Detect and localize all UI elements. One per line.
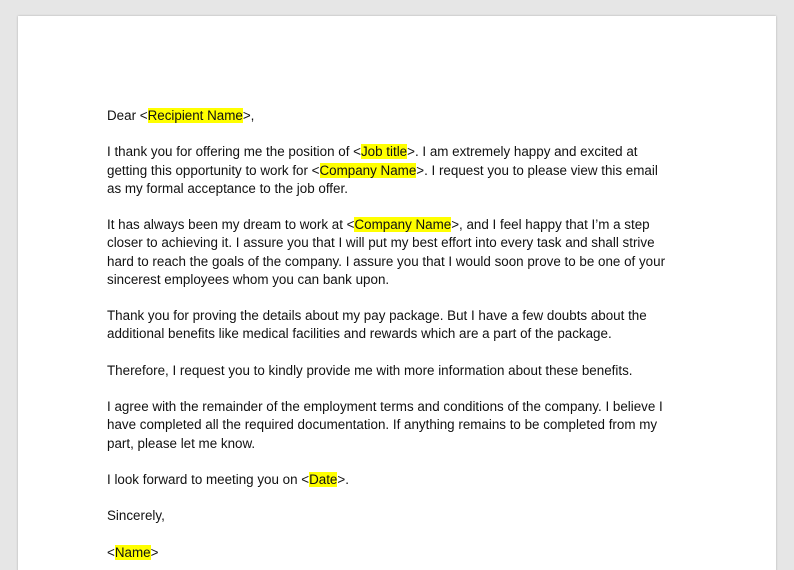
paragraph-line: Therefore, I request you to kindly provide me with more information about these benefits. [107,362,633,378]
paragraph-line: Thank you for proving the details about my pay package. But I have a few doubts about the [107,308,647,324]
paragraph-request-info [107,362,697,380]
text-run: < [107,544,115,560]
text-run: > [150,544,159,560]
paragraph-line [107,143,697,161]
text-run: >. I am extremely happy and excited at [407,144,638,160]
paragraph-line: have completed all the required documentation. If anything remains to be completed from my [107,417,658,433]
company-name-placeholder: Company Name [354,217,452,233]
paragraph-line: sincerest employees whom you can bank upon. [107,271,390,287]
paragraph-line: I agree with the remainder of the employment terms and conditions of the company. I believe I [107,399,663,415]
text-run: I thank you for offering me the position of < [107,144,361,160]
paragraph-line: as my formal acceptance to the job offer. [107,180,348,196]
signature [107,544,697,562]
text-run: >. I request you to please view this email [416,162,658,178]
text-run: >. [337,471,349,487]
company-name-placeholder: Company Name [319,162,417,178]
document-page[interactable] [18,16,776,570]
paragraph-line [107,216,697,234]
paragraph-line [107,162,697,180]
paragraph-line: additional benefits like medical facilities and rewards which are a part of the package. [107,326,612,342]
date-placeholder: Date [309,471,338,487]
greeting [107,107,697,125]
greeting-suffix: >, [242,108,255,123]
paragraph-dream [107,216,697,289]
paragraph-job-acceptance [107,143,697,198]
paragraph-line: closer to achieving it. I assure you that I will put my best effort into every task and shall strive [107,235,655,251]
paragraph-pay-package [107,307,697,343]
paragraph-agreement [107,398,697,453]
job-title-placeholder: Job title [360,144,408,160]
text-run: I look forward to meeting you on < [107,471,310,487]
closing: Sincerely, [107,508,165,524]
paragraph-line: hard to reach the goals of the company. I assure you that I would soon prove to be one of your [107,253,666,269]
paragraph-line: part, please let me know. [107,435,256,451]
letter-body[interactable] [107,107,697,570]
text-run: >, and I feel happy that I’m a step [451,217,650,233]
text-run: getting this opportunity to work for < [107,162,320,178]
greeting-prefix: Dear < [107,108,148,123]
text-run: It has always been my dream to work at < [107,217,355,233]
paragraph-meeting [107,471,697,489]
recipient-name-placeholder: Recipient Name [147,108,243,123]
name-placeholder: Name [114,544,151,560]
